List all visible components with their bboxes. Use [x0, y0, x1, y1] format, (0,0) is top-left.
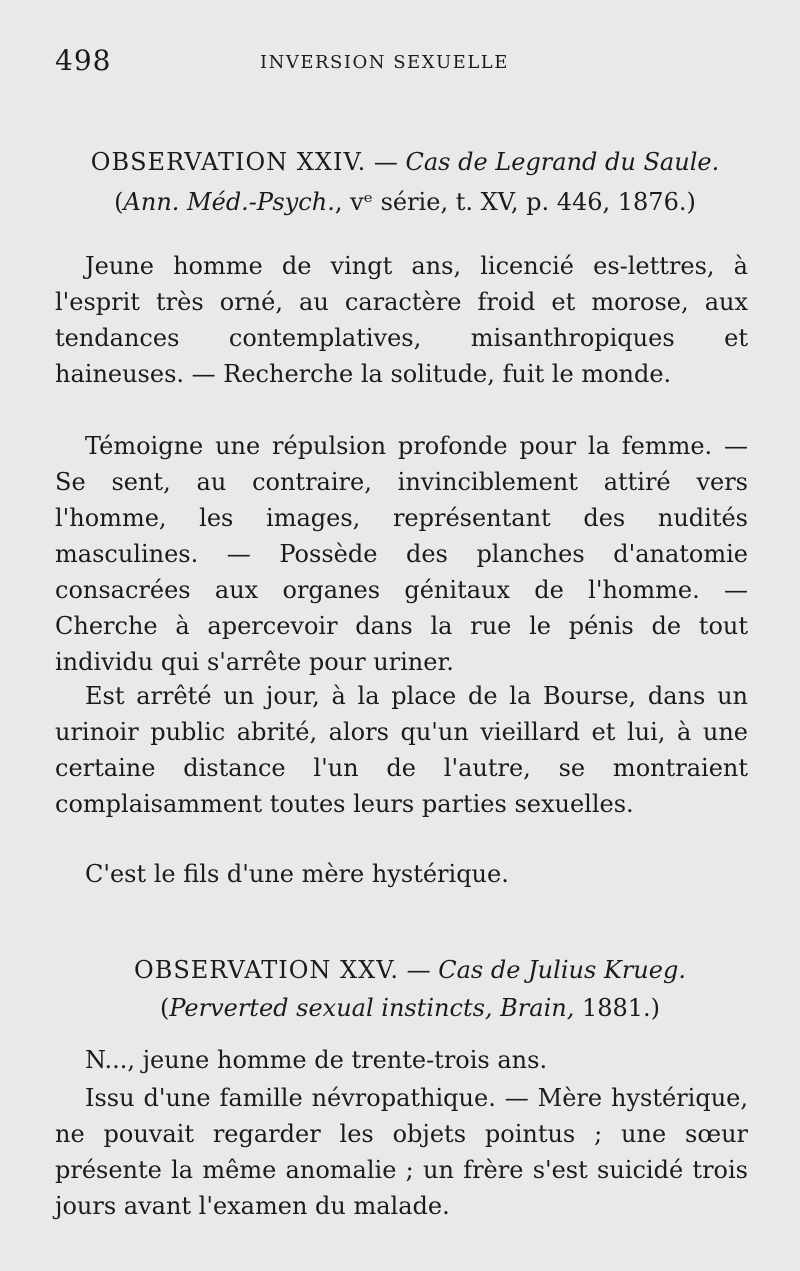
observation-24-paragraph-2: Témoigne une répulsion profonde pour la femme. — Se sent, au contraire, invinciblement attiré vers l'homme, les images, représentant des nudités masculines. — Possède des planches d'anatomie consacrées aux organes génitaux de l'homme. — Cherche à apercevoir dans la rue le pénis de tout individu qui s'arrête pour uriner.	[55, 432, 748, 676]
observation-25-reference	[55, 988, 765, 1028]
observation-24-label: OBSERVATION XXIV.	[90, 148, 367, 176]
observation-25-ref-title: Perverted sexual instincts, Brain,	[169, 994, 575, 1022]
observation-25-paragraph-1: N..., jeune homme de trente-trois ans.	[85, 1046, 548, 1074]
observation-24-ref-details: , vᵉ série, t. XV, p. 446, 1876.)	[334, 188, 696, 216]
running-title: INVERSION SEXUELLE	[260, 52, 509, 73]
observation-25-label: OBSERVATION XXV.	[134, 956, 399, 984]
observation-24-case: Cas de Legrand du Saule.	[405, 148, 720, 176]
page-number: 498	[55, 44, 112, 77]
observation-25-ref-open: (	[159, 994, 170, 1022]
observation-24-paragraph-3: Est arrêté un jour, à la place de la Bourse, dans un urinoir public abrité, alors qu'un vieillard et lui, à une certaine distance l'un de l'autre, se montraient complaisamment toutes leurs parties sexuelles.	[55, 682, 748, 818]
observation-25-ref-details: 1881.)	[574, 994, 661, 1022]
observation-25-heading	[55, 950, 765, 990]
observation-24-ref-journal: Ann. Méd.-Psych.	[123, 188, 335, 216]
observation-24-heading	[55, 142, 755, 182]
observation-25-case: Cas de Julius Krueg.	[438, 956, 686, 984]
observation-24-reference	[55, 182, 755, 222]
observation-25-paragraph-2: Issu d'une famille névropathique. — Mère hystérique, ne pouvait regarder les objets pointus ; une sœur présente la même anomalie ; un frère s'est suicidé trois jours avant l'examen du malade.	[55, 1084, 748, 1220]
observation-24-paragraph-4: C'est le fils d'une mère hystérique.	[85, 860, 509, 888]
observation-25-dash: —	[398, 956, 439, 984]
observation-24-paragraph-1: Jeune homme de vingt ans, licencié es-lettres, à l'esprit très orné, au caractère froid et morose, aux tendances contemplatives, misanthropiques et haineuses. — Recherche la solitude, fuit le monde.	[55, 252, 748, 388]
observation-24-dash: —	[366, 148, 406, 176]
observation-24-ref-open: (	[114, 188, 124, 216]
